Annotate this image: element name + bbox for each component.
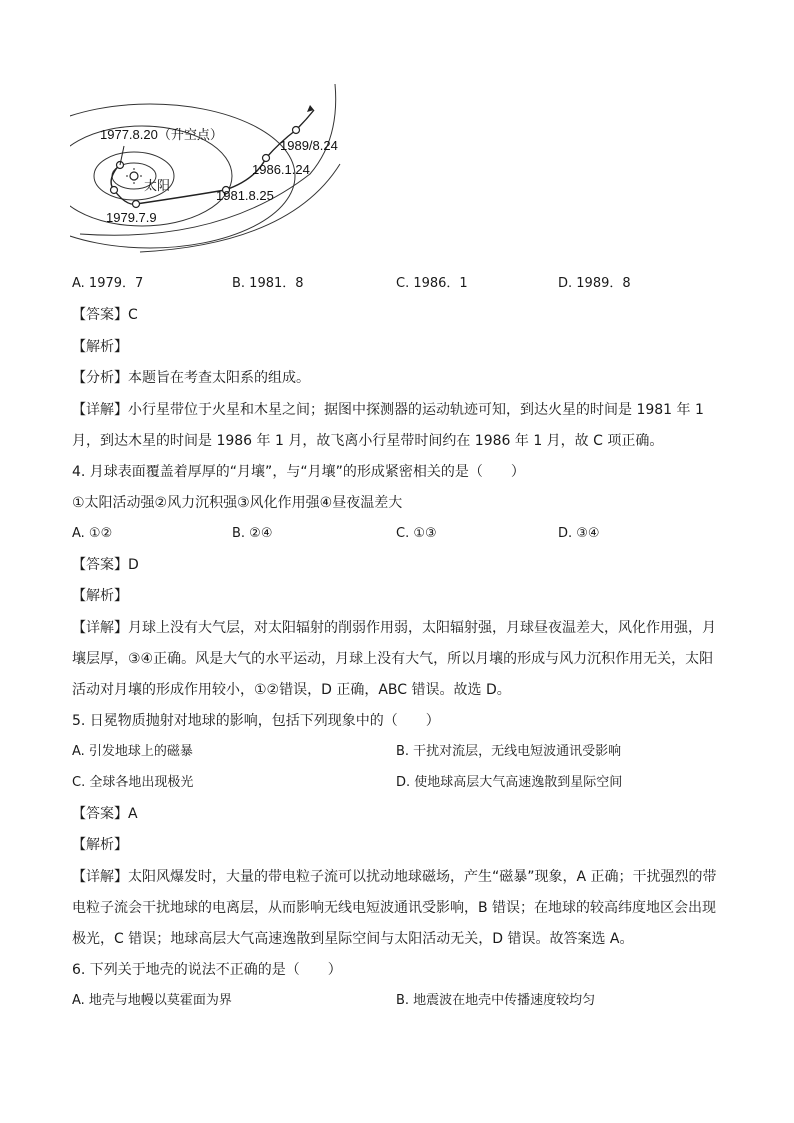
q5-detail-3: 极光，C 错误；地球高层大气高速逸散到星际空间与太阳活动无关，D 错误。故答案选 A。: [72, 931, 634, 947]
q3-answer: 【答案】C: [72, 307, 138, 323]
point-1979: [111, 187, 118, 194]
point-1989: [293, 127, 300, 134]
label-1979: 1979.7.9: [106, 210, 157, 225]
q4-detail-3: 活动对月壤的形成作用较小，①②错误，D 正确，ABC 错误。故选 D。: [72, 682, 511, 698]
q6-stem: 6. 下列关于地壳的说法不正确的是（ ）: [72, 962, 342, 978]
q5-detail-1: 【详解】太阳风爆发时，大量的带电粒子流可以扰动地球磁场，产生“磁暴”现象，A 正确；干扰强烈的带: [72, 869, 717, 885]
sun-icon: [130, 172, 138, 180]
q3-fenxi: 【分析】本题旨在考查太阳系的组成。: [72, 370, 310, 386]
q4-analysis: 【解析】: [72, 588, 128, 604]
q4-option-c: C. ①③: [396, 526, 437, 541]
q4-option-a: A. ①②: [72, 526, 113, 541]
q4-detail-2: 壤层厚，③④正确。风是大气的水平运动，月球上没有大气，所以月壤的形成与风力沉积作用无关，太阳: [72, 651, 714, 667]
q3-analysis: 【解析】: [72, 339, 128, 355]
label-launch: 1977.8.20（升空点）: [100, 127, 223, 142]
q5-answer: 【答案】A: [72, 806, 138, 822]
q6-option-a: A. 地壳与地幔以莫霍面为界: [72, 993, 232, 1008]
point-1979b: [133, 201, 140, 208]
q5-option-c: C. 全球各地出现极光: [72, 775, 194, 790]
label-1986: 1986.1.24: [252, 162, 310, 177]
label-1981: 1981.8.25: [216, 188, 274, 203]
q4-items: ①太阳活动强②风力沉积强③风化作用强④昼夜温差大: [72, 495, 403, 511]
q3-detail-2: 月，到达木星的时间是 1986 年 1 月，故飞离小行星带时间约在 1986 年 1 月，故 C 项正确。: [72, 433, 664, 449]
q3-option-a: A. 1979．7: [72, 276, 144, 291]
q4-option-b: B. ②④: [232, 526, 273, 541]
q3-detail-1: 【详解】小行星带位于火星和木星之间；据图中探测器的运动轨迹可知，到达火星的时间是 1981 年 1: [72, 402, 704, 418]
q4-stem: 4. 月球表面覆盖着厚厚的“月壤”，与“月壤”的形成紧密相关的是（ ）: [72, 464, 525, 480]
probe-trajectory: [111, 110, 314, 204]
q4-answer: 【答案】D: [72, 557, 139, 573]
label-sun: 太阳: [144, 178, 171, 193]
q5-option-d: D. 使地球高层大气高速逸散到星际空间: [396, 775, 623, 790]
q5-option-b: B. 干扰对流层，无线电短波通讯受影响: [396, 744, 622, 759]
q4-detail-1: 【详解】月球上没有大气层，对太阳辐射的削弱作用弱，太阳辐射强，月球昼夜温差大，风化作用强，月: [72, 620, 716, 636]
q5-analysis: 【解析】: [72, 837, 128, 853]
q4-option-d: D. ③④: [558, 526, 600, 541]
q6-option-b: B. 地震波在地壳中传播速度较均匀: [396, 993, 596, 1008]
orbit-diagram: [70, 84, 370, 254]
point-1986: [263, 155, 270, 162]
q3-option-c: C. 1986．1: [396, 276, 468, 291]
q3-option-b: B. 1981．8: [232, 276, 304, 291]
q5-option-a: A. 引发地球上的磁暴: [72, 744, 193, 759]
orbit-svg: [70, 84, 370, 254]
q5-detail-2: 电粒子流会干扰地球的电离层，从而影响无线电短波通讯受影响，B 错误；在地球的较高纬度地区会出现: [72, 900, 717, 916]
label-1989: 1989/8.24: [280, 138, 338, 153]
q3-option-d: D. 1989．8: [558, 276, 631, 291]
q5-stem: 5. 日冕物质抛射对地球的影响，包括下列现象中的（ ）: [72, 713, 440, 729]
